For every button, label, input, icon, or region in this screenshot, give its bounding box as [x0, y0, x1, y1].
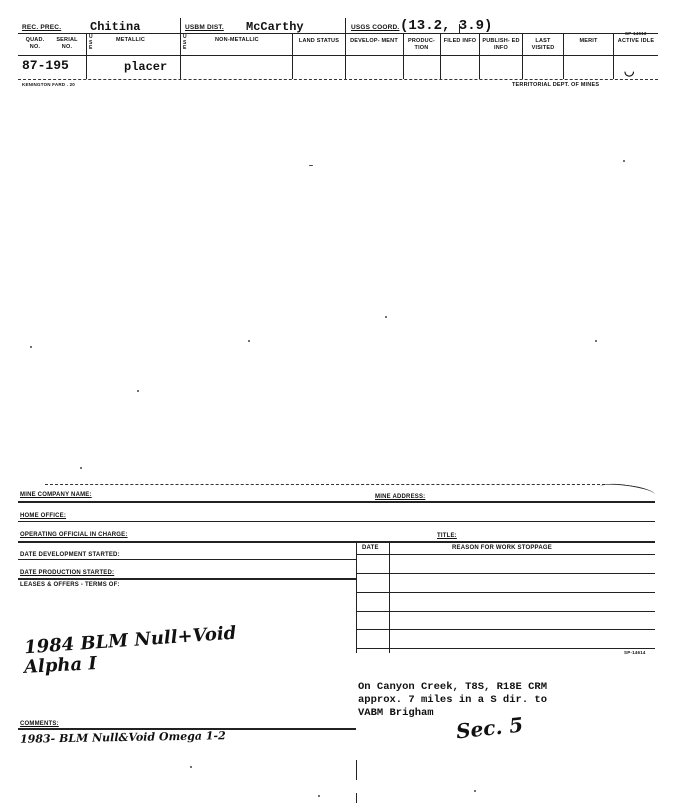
record-quad-serial: 87-195: [22, 58, 69, 73]
col-quad-no: QUAD. NO.: [25, 37, 45, 50]
title-label: TITLE:: [437, 533, 457, 539]
col-last-visited: LAST VISITED: [531, 38, 555, 51]
comments-label: COMMENTS:: [20, 721, 59, 727]
usgs-coord-value: (13.2, 3.9): [400, 18, 493, 34]
col-merit: MERIT: [579, 38, 598, 44]
leases-note-line2: Alpha I: [23, 653, 98, 678]
col-serial-no: SERIAL NO.: [56, 37, 78, 50]
col-use-marker-2: U S E: [183, 34, 187, 51]
reason-col-header: REASON FOR WORK STOPPAGE: [452, 545, 552, 551]
usbm-dist-label: USBM DIST.: [185, 24, 224, 31]
col-active-idle: ACTIVE IDLE: [617, 38, 655, 44]
col-metallic: METALLIC: [116, 37, 145, 43]
col-filed-info: FILED INFO: [443, 38, 477, 44]
front-form-number: SP-14613: [625, 31, 647, 36]
mine-address-label: MINE ADDRESS:: [375, 494, 426, 500]
col-production: PRODUC- TION: [407, 38, 436, 51]
printer-note: KENINGTON FARD . 20: [22, 82, 75, 87]
location-line3: VABM Brigham: [358, 707, 434, 719]
col-published-info: PUBLISH- ED INFO: [482, 38, 520, 51]
leases-offers-label: LEASES & OFFERS - TERMS OF:: [20, 582, 120, 588]
rec-prec-label: REC. PREC.: [22, 24, 62, 31]
active-idle-mark: ◡: [624, 64, 635, 78]
col-land-status: LAND STATUS: [298, 38, 340, 44]
back-form-number: SP-14614: [624, 650, 646, 655]
leases-note-line1: 1984 BLM Null+Void: [23, 622, 237, 659]
date-col-header: DATE: [362, 545, 379, 551]
col-non-metallic: NON-METALLIC: [215, 37, 259, 43]
territorial-label: TERRITORIAL DEPT. OF MINES: [512, 82, 600, 88]
rec-prec-value: Chitina: [90, 20, 141, 34]
col-use-marker: U S E: [89, 34, 93, 51]
location-line2: approx. 7 miles in a S dir. to: [358, 694, 548, 706]
home-office-label: HOME OFFICE:: [20, 513, 67, 519]
col-development: DEVELOP- MENT: [350, 38, 398, 44]
date-prod-started-label: DATE PRODUCTION STARTED:: [20, 570, 115, 576]
usgs-coord-label: USGS COORD.: [351, 24, 400, 31]
record-metallic: placer: [124, 60, 168, 74]
location-line1: On Canyon Creek, T8S, R18E CRM: [358, 681, 548, 693]
date-dev-started-label: DATE DEVELOPMENT STARTED:: [20, 552, 120, 558]
sec-note: Sec. 5: [454, 712, 525, 744]
usbm-dist-value: McCarthy: [246, 20, 304, 34]
operating-official-label: OPERATING OFFICIAL IN CHARGE:: [20, 532, 128, 538]
comments-value: 1983- BLM Null&Void Omega 1-2: [19, 729, 226, 746]
mine-company-name-label: MINE COMPANY NAME:: [20, 492, 92, 498]
